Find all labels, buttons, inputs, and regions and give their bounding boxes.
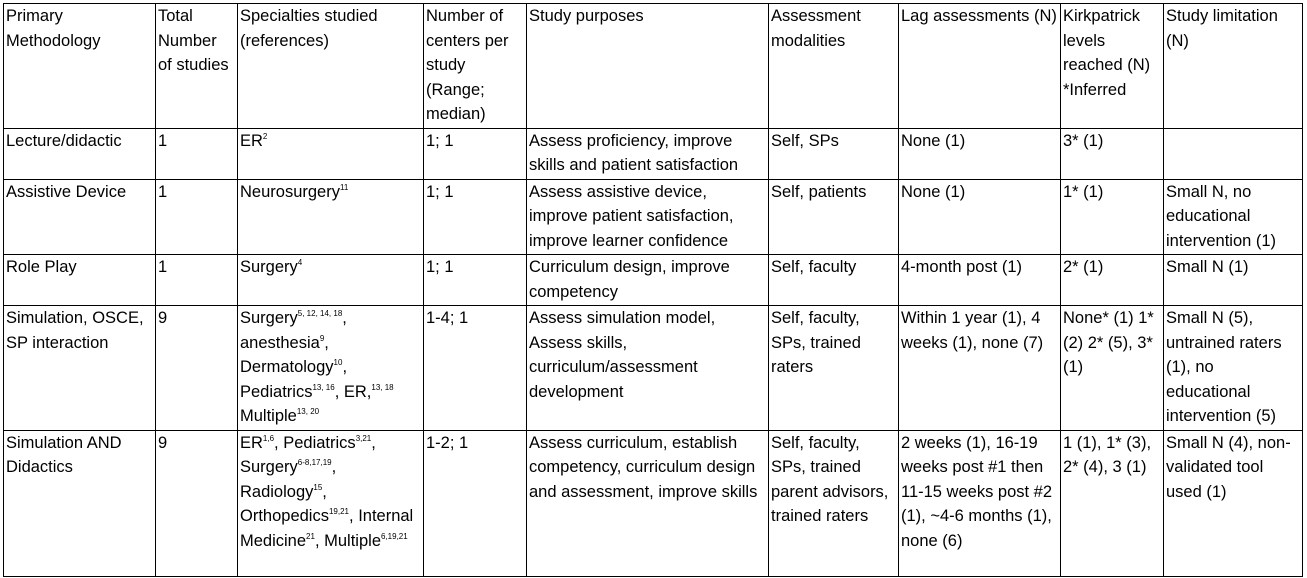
total-cell: 1 [156, 128, 238, 179]
table-row [4, 179, 1303, 255]
centers-cell: 1; 1 [424, 255, 527, 306]
header-row [4, 4, 1303, 129]
kirkpatrick-cell: 2* (1) [1061, 255, 1164, 306]
kirkpatrick-cell: None* (1) 1* (2) 2* (5), 3* (1) [1061, 306, 1164, 431]
header-cell-lag: Lag assessments (N) [899, 4, 1061, 129]
kirkpatrick-cell: 3* (1) [1061, 128, 1164, 179]
specialties-cell: Surgery$^4$ [238, 255, 424, 306]
limitation-cell: Small N, no educational intervention (1) [1164, 179, 1303, 255]
centers-cell: 1-2; 1 [424, 430, 527, 576]
total-cell: 1 [156, 179, 238, 255]
purposes-cell: Curriculum design, improve competency [527, 255, 769, 306]
studies-table [3, 3, 1303, 577]
header-cell-total: Total Number of studies [156, 4, 238, 129]
table-row [4, 430, 1303, 576]
methodology-cell: Simulation, OSCE, SP interaction [4, 306, 156, 431]
header-cell-specialties: Specialties studied (references) [238, 4, 424, 129]
methodology-cell: Role Play [4, 255, 156, 306]
modalities-cell: Self, faculty, SPs, trained parent advisors, trained raters [769, 430, 899, 576]
lag-cell: None (1) [899, 179, 1061, 255]
purposes-cell: Assess curriculum, establish competency, curriculum design and assessment, improve skills [527, 430, 769, 576]
purposes-cell: Assess assistive device, improve patient satisfaction, improve learner confidence [527, 179, 769, 255]
modalities-cell: Self, faculty [769, 255, 899, 306]
total-cell: 9 [156, 306, 238, 431]
table-row [4, 306, 1303, 431]
header-cell-purposes: Study purposes [527, 4, 769, 129]
purposes-cell: Assess proficiency, improve skills and patient satisfaction [527, 128, 769, 179]
centers-cell: 1; 1 [424, 179, 527, 255]
header-cell-limitation: Study limitation (N) [1164, 4, 1303, 129]
total-cell: 1 [156, 255, 238, 306]
purposes-cell: Assess simulation model, Assess skills, curriculum/assessment development [527, 306, 769, 431]
table-row [4, 255, 1303, 306]
centers-cell: 1; 1 [424, 128, 527, 179]
methodology-cell: Lecture/didactic [4, 128, 156, 179]
limitation-cell: Small N (4), non-validated tool used (1) [1164, 430, 1303, 576]
modalities-cell: Self, patients [769, 179, 899, 255]
header-cell-kirkpatrick: Kirkpatrick levels reached (N) *Inferred [1061, 4, 1164, 129]
lag-cell: Within 1 year (1), 4 weeks (1), none (7) [899, 306, 1061, 431]
limitation-cell [1164, 128, 1303, 179]
centers-cell: 1-4; 1 [424, 306, 527, 431]
methodology-cell: Assistive Device [4, 179, 156, 255]
specialties-cell: $ER^2$ [238, 128, 424, 179]
lag-cell: 2 weeks (1), 16-19 weeks post #1 then 11-15 weeks post #2 (1), ~4-6 months (1), none (6) [899, 430, 1061, 576]
specialties-cell: Surgery$^{5, 12, 14, 18}$, anesthesia$^9$, Dermatology$^{10}$, Pediatrics$^{13, 16}$, ER,$^{13, 18}$ Multiple$^{13, 20}$ [238, 306, 424, 431]
limitation-cell: Small N (5), untrained raters (1), no educational intervention (5) [1164, 306, 1303, 431]
specialties-cell: Neurosurgery$^{11}$ [238, 179, 424, 255]
specialties-cell: ER$^{1,6}$, Pediatrics$^{3,21}$, Surgery$^{6-8,17,19}$, Radiology$^{15}$, Orthopedics$^{19,21}$, Internal Medicine$^{21}$, Multiple$^{6,19,21}$ [238, 430, 424, 576]
header-cell-modalities: Assessment modalities [769, 4, 899, 129]
kirkpatrick-cell: 1 (1), 1* (3), 2* (4), 3 (1) [1061, 430, 1164, 576]
table-row [4, 128, 1303, 179]
header-cell-centers: Number of centers per study (Range; median) [424, 4, 527, 129]
header-cell-methodology: Primary Methodology [4, 4, 156, 129]
lag-cell: 4-month post (1) [899, 255, 1061, 306]
kirkpatrick-cell: 1* (1) [1061, 179, 1164, 255]
modalities-cell: Self, SPs [769, 128, 899, 179]
limitation-cell: Small N (1) [1164, 255, 1303, 306]
modalities-cell: Self, faculty, SPs, trained raters [769, 306, 899, 431]
total-cell: 9 [156, 430, 238, 576]
methodology-cell: Simulation AND Didactics [4, 430, 156, 576]
lag-cell: None (1) [899, 128, 1061, 179]
